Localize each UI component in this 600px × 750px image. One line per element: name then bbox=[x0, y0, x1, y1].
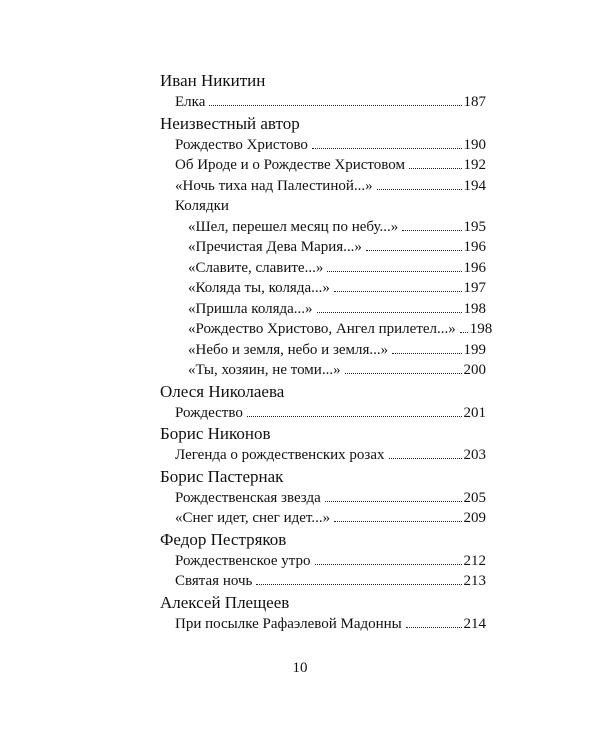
entry-title: «Пречистая Дева Мария...» bbox=[188, 239, 362, 255]
dot-leader bbox=[460, 332, 468, 333]
author-heading: Борис Пастернак bbox=[160, 466, 284, 486]
dot-leader bbox=[317, 312, 462, 313]
dot-leader bbox=[327, 271, 461, 272]
entry-title: «Шел, перешел месяц по небу...» bbox=[188, 218, 399, 235]
entry-title: «Снег идет, снег идет...» bbox=[175, 510, 331, 526]
toc-entry[interactable] bbox=[160, 571, 486, 592]
entry-title: Об Ироде и о Рождестве Христовом bbox=[175, 157, 405, 173]
entry-page: 213 bbox=[463, 573, 486, 589]
toc-entry[interactable] bbox=[160, 278, 486, 299]
dot-leader bbox=[315, 564, 462, 565]
section-label-kolyadki: Колядки bbox=[175, 198, 229, 214]
entry-page: 192 bbox=[463, 157, 486, 173]
entry-page: 214 bbox=[463, 615, 486, 632]
entry-title: «Коляда ты, коляда...» bbox=[188, 280, 330, 296]
entry-title: Елка bbox=[175, 94, 206, 110]
toc-entry[interactable] bbox=[160, 340, 486, 361]
dot-leader bbox=[406, 627, 462, 628]
dot-leader bbox=[209, 105, 461, 106]
entry-title: «Пришла коляда...» bbox=[188, 300, 313, 317]
entry-page: 203 bbox=[463, 447, 486, 463]
entry-title: «Небо и земля, небо и земля...» bbox=[188, 341, 389, 358]
table-of-contents bbox=[160, 70, 493, 634]
entry-page: 190 bbox=[463, 136, 486, 153]
dot-leader bbox=[389, 458, 462, 459]
author-heading: Алексей Плещеев bbox=[160, 592, 290, 612]
entry-page: 200 bbox=[463, 362, 486, 378]
dot-leader bbox=[256, 584, 461, 585]
entry-page: 197 bbox=[463, 280, 486, 296]
dot-leader bbox=[334, 291, 462, 292]
author-heading: Неизвестный автор bbox=[160, 113, 300, 133]
toc-entry[interactable] bbox=[160, 360, 486, 381]
dot-leader bbox=[312, 148, 462, 149]
author-heading: Борис Никонов bbox=[160, 424, 271, 443]
toc-entry[interactable] bbox=[160, 155, 486, 176]
dot-leader bbox=[345, 373, 462, 374]
toc-entry[interactable] bbox=[160, 403, 486, 424]
entry-title: Рождество Христово bbox=[175, 136, 308, 153]
dot-leader bbox=[402, 230, 461, 231]
entry-page: 201 bbox=[463, 404, 486, 421]
entry-page: 205 bbox=[463, 489, 486, 506]
author-heading: Федор Пестряков bbox=[160, 529, 287, 549]
toc-entry[interactable] bbox=[160, 508, 486, 529]
author-heading: Олеся Николаева bbox=[160, 381, 285, 401]
entry-title: «Рождество Христово, Ангел прилетел...» bbox=[188, 321, 456, 337]
dot-leader bbox=[377, 189, 462, 190]
toc-entry[interactable] bbox=[160, 445, 486, 466]
entry-page: 196 bbox=[463, 239, 486, 255]
entry-title: Святая ночь bbox=[175, 573, 253, 589]
dot-leader bbox=[366, 250, 462, 251]
entry-page: 198 bbox=[469, 321, 493, 337]
entry-title: При посылке Рафаэлевой Мадонны bbox=[175, 615, 402, 632]
entry-page: 212 bbox=[463, 552, 486, 569]
toc-entry[interactable] bbox=[160, 176, 486, 197]
toc-entry[interactable] bbox=[160, 551, 486, 572]
entry-page: 198 bbox=[463, 300, 486, 317]
entry-title: «Ты, хозяин, не томи...» bbox=[188, 362, 341, 378]
entry-page: 187 bbox=[463, 94, 486, 110]
page-number: 10 bbox=[292, 660, 308, 676]
dot-leader bbox=[325, 501, 462, 502]
toc-entry[interactable] bbox=[160, 299, 486, 320]
toc-entry[interactable] bbox=[160, 135, 486, 156]
entry-title: «Славите, славите...» bbox=[188, 259, 324, 276]
toc-entry[interactable] bbox=[160, 614, 486, 635]
toc-entry[interactable] bbox=[160, 237, 486, 258]
entry-page: 199 bbox=[463, 341, 486, 358]
entry-page: 196 bbox=[463, 259, 486, 276]
author-heading: Иван Никитин bbox=[160, 71, 266, 90]
toc-entry[interactable] bbox=[160, 92, 486, 113]
toc-entry[interactable] bbox=[160, 217, 486, 238]
dot-leader bbox=[334, 521, 461, 522]
entry-page: 209 bbox=[463, 510, 486, 526]
toc-entry[interactable] bbox=[160, 319, 493, 340]
entry-title: Рождественская звезда bbox=[175, 489, 321, 506]
dot-leader bbox=[247, 416, 462, 417]
entry-title: Рождество bbox=[175, 404, 243, 421]
dot-leader bbox=[392, 353, 461, 354]
entry-title: Легенда о рождественских розах bbox=[175, 447, 385, 463]
entry-title: Рождественское утро bbox=[175, 552, 311, 569]
entry-title: «Ночь тиха над Палестиной...» bbox=[175, 177, 373, 194]
entry-page: 194 bbox=[463, 177, 486, 194]
dot-leader bbox=[409, 168, 462, 169]
toc-entry[interactable] bbox=[160, 488, 486, 509]
toc-entry[interactable] bbox=[160, 258, 486, 279]
entry-page: 195 bbox=[463, 218, 486, 235]
